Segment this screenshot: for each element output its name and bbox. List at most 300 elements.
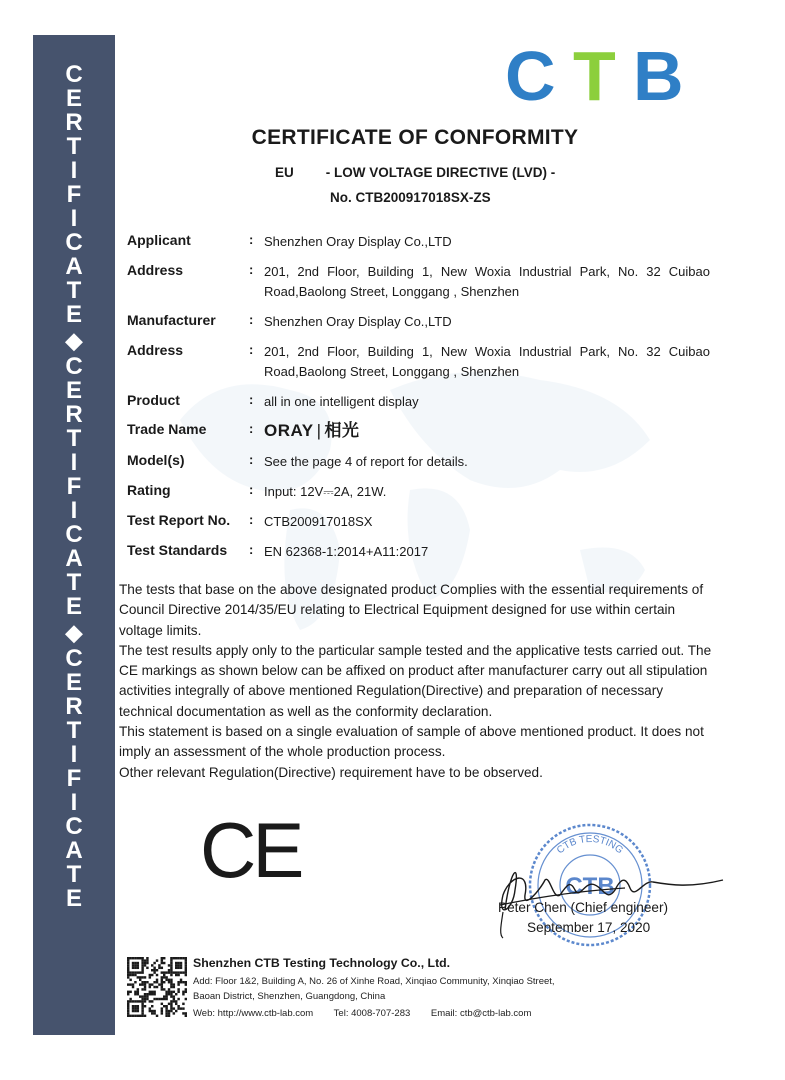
qr-module bbox=[185, 959, 187, 961]
qr-module bbox=[180, 957, 182, 959]
qr-module bbox=[170, 991, 172, 993]
qr-module bbox=[161, 979, 163, 981]
qr-module bbox=[156, 986, 158, 988]
qr-module bbox=[173, 991, 175, 993]
ctb-logo bbox=[505, 40, 695, 108]
qr-module bbox=[163, 988, 165, 990]
qr-module bbox=[134, 991, 136, 993]
qr-module bbox=[132, 962, 134, 964]
qr-module bbox=[139, 957, 141, 959]
qr-module bbox=[137, 967, 139, 969]
qr-module bbox=[134, 971, 136, 973]
side-band-letter: C bbox=[65, 645, 83, 672]
qr-module bbox=[127, 969, 129, 971]
qr-module bbox=[127, 1003, 129, 1005]
qr-module bbox=[165, 998, 167, 1000]
qr-module bbox=[151, 983, 153, 985]
field-colon: : bbox=[249, 392, 254, 407]
qr-module bbox=[180, 962, 182, 964]
qr-module bbox=[165, 1007, 167, 1009]
qr-module bbox=[170, 986, 172, 988]
qr-module bbox=[165, 993, 167, 995]
qr-module bbox=[146, 998, 148, 1000]
qr-module bbox=[153, 962, 155, 964]
qr-module bbox=[141, 976, 143, 978]
qr-module bbox=[127, 976, 129, 978]
qr-module bbox=[156, 1015, 158, 1017]
qr-module bbox=[177, 964, 179, 966]
diamond-separator-icon: ◆ bbox=[65, 620, 83, 645]
qr-module bbox=[149, 974, 151, 976]
side-band-letter: A bbox=[65, 253, 83, 280]
qr-module bbox=[151, 964, 153, 966]
qr-module bbox=[185, 983, 187, 985]
qr-module bbox=[161, 998, 163, 1000]
qr-module bbox=[177, 991, 179, 993]
qr-module bbox=[177, 988, 179, 990]
qr-module bbox=[158, 998, 160, 1000]
qr-module bbox=[134, 981, 136, 983]
field-value: Shenzhen Oray Display Co.,LTD bbox=[264, 234, 452, 249]
qr-module bbox=[129, 971, 131, 973]
logo-letter-t: T bbox=[573, 40, 616, 108]
qr-module bbox=[177, 971, 179, 973]
field-colon: : bbox=[249, 312, 254, 327]
signatory-name: Peter Chen (Chief engineer) bbox=[498, 900, 669, 915]
conformity-statement bbox=[119, 580, 717, 783]
field-label: Product bbox=[127, 392, 180, 408]
qr-module bbox=[161, 1012, 163, 1014]
qr-module bbox=[146, 959, 148, 961]
qr-module bbox=[185, 1015, 187, 1017]
qr-module bbox=[134, 974, 136, 976]
side-band-letter: R bbox=[65, 693, 83, 720]
qr-module bbox=[173, 986, 175, 988]
qr-module bbox=[149, 983, 151, 985]
qr-module bbox=[137, 976, 139, 978]
qr-module bbox=[170, 962, 172, 964]
qr-module bbox=[177, 1007, 179, 1009]
qr-module bbox=[161, 986, 163, 988]
statement-paragraph: The tests that base on the above designated product Complies with the essential requirements of Council Directive 2014/35/EU relating to Electrical Equipment designed for use within certain voltage limits. bbox=[119, 582, 704, 638]
side-band-letter: E bbox=[65, 669, 82, 696]
qr-module bbox=[127, 1005, 129, 1007]
qr-module bbox=[141, 971, 143, 973]
field-colon: : bbox=[249, 342, 254, 357]
qr-module bbox=[182, 1007, 184, 1009]
qr-module bbox=[127, 1000, 129, 1002]
side-band-letter: E bbox=[65, 85, 82, 112]
qr-module bbox=[161, 983, 163, 985]
qr-module bbox=[139, 1000, 141, 1002]
field-label: Address bbox=[127, 342, 184, 358]
qr-module bbox=[141, 1005, 143, 1007]
qr-module bbox=[144, 993, 146, 995]
field-value: See the page 4 of report for details. bbox=[264, 454, 468, 469]
field-label: Test Standards bbox=[127, 542, 228, 558]
qr-module bbox=[144, 995, 146, 997]
directive-name: - LOW VOLTAGE DIRECTIVE (LVD) - bbox=[325, 165, 556, 180]
qr-module bbox=[141, 1015, 143, 1017]
side-band-letter: E bbox=[65, 301, 82, 328]
qr-module bbox=[151, 1010, 153, 1012]
field-colon: : bbox=[249, 482, 254, 497]
qr-module bbox=[185, 1012, 187, 1014]
qr-module bbox=[139, 983, 141, 985]
qr-module bbox=[153, 1012, 155, 1014]
qr-module bbox=[182, 991, 184, 993]
side-band-letter: R bbox=[65, 109, 83, 136]
qr-module bbox=[170, 993, 172, 995]
qr-module bbox=[141, 981, 143, 983]
qr-module bbox=[127, 983, 129, 985]
qr-module bbox=[146, 962, 148, 964]
qr-module bbox=[139, 995, 141, 997]
qr-module bbox=[141, 967, 143, 969]
qr-module bbox=[153, 986, 155, 988]
qr-module bbox=[141, 988, 143, 990]
qr-module bbox=[161, 1007, 163, 1009]
qr-module bbox=[170, 1000, 172, 1002]
qr-module bbox=[149, 991, 151, 993]
qr-module bbox=[163, 962, 165, 964]
qr-module bbox=[173, 1007, 175, 1009]
qr-module bbox=[149, 1000, 151, 1002]
qr-module bbox=[127, 962, 129, 964]
qr-module bbox=[165, 1012, 167, 1014]
field-value: 201, 2nd Floor, Building 1, New Woxia Industrial Park, No. 32 Cuibao Road,Baolong Street, Longgang , Shenzhen bbox=[264, 264, 710, 299]
side-band-letter: I bbox=[70, 789, 78, 816]
qr-module bbox=[168, 969, 170, 971]
field-value: EN 62368-1:2014+A11:2017 bbox=[264, 544, 429, 559]
field-label: Test Report No. bbox=[127, 512, 231, 528]
qr-module bbox=[134, 1010, 136, 1012]
qr-module bbox=[185, 971, 187, 973]
qr-module bbox=[177, 1005, 179, 1007]
side-band-letter: A bbox=[65, 837, 83, 864]
qr-module bbox=[168, 991, 170, 993]
qr-module bbox=[149, 986, 151, 988]
qr-module bbox=[139, 971, 141, 973]
qr-module bbox=[185, 974, 187, 976]
certificate-number: No. CTB200917018SX-ZS bbox=[330, 190, 491, 205]
qr-module bbox=[163, 976, 165, 978]
qr-module bbox=[180, 964, 182, 966]
side-band-letter: T bbox=[66, 277, 82, 304]
qr-module bbox=[185, 969, 187, 971]
qr-module bbox=[170, 969, 172, 971]
footer-contact bbox=[193, 1008, 549, 1019]
side-band-letter: C bbox=[65, 229, 83, 256]
qr-module bbox=[129, 1015, 131, 1017]
qr-module bbox=[175, 993, 177, 995]
qr-module bbox=[161, 976, 163, 978]
qr-module bbox=[127, 971, 129, 973]
qr-module bbox=[165, 971, 167, 973]
qr-module bbox=[151, 974, 153, 976]
qr-module bbox=[161, 967, 163, 969]
qr-module bbox=[141, 1003, 143, 1005]
qr-module bbox=[175, 962, 177, 964]
qr-module bbox=[146, 967, 148, 969]
qr-module bbox=[182, 993, 184, 995]
qr-module bbox=[129, 991, 131, 993]
qr-module bbox=[129, 957, 131, 959]
field-label: Manufacturer bbox=[127, 312, 216, 328]
qr-module bbox=[134, 1005, 136, 1007]
qr-module bbox=[129, 979, 131, 981]
footer-web: Web: http://www.ctb-lab.com bbox=[193, 1008, 314, 1019]
qr-module bbox=[180, 979, 182, 981]
qr-module bbox=[132, 971, 134, 973]
qr-module bbox=[137, 1007, 139, 1009]
qr-module bbox=[168, 1010, 170, 1012]
qr-module bbox=[170, 959, 172, 961]
qr-module bbox=[173, 1012, 175, 1014]
side-band-letter: I bbox=[70, 157, 78, 184]
qr-module bbox=[127, 957, 129, 959]
qr-module bbox=[153, 1010, 155, 1012]
qr-module bbox=[165, 1015, 167, 1017]
qr-module bbox=[156, 969, 158, 971]
qr-module bbox=[182, 1012, 184, 1014]
qr-module bbox=[129, 983, 131, 985]
qr-module bbox=[185, 998, 187, 1000]
side-band-letter: C bbox=[65, 521, 83, 548]
stamp-arc-text: CTB TESTING bbox=[554, 833, 626, 857]
side-band-letter: T bbox=[66, 569, 82, 596]
qr-module bbox=[156, 981, 158, 983]
qr-module bbox=[182, 1003, 184, 1005]
qr-module bbox=[175, 971, 177, 973]
qr-module bbox=[137, 962, 139, 964]
side-band-letter: E bbox=[65, 377, 82, 404]
qr-module bbox=[132, 967, 134, 969]
qr-module bbox=[163, 998, 165, 1000]
qr-module bbox=[141, 1010, 143, 1012]
qr-module bbox=[134, 957, 136, 959]
qr-module bbox=[146, 995, 148, 997]
directive-line bbox=[275, 165, 555, 180]
qr-module bbox=[161, 988, 163, 990]
qr-module bbox=[134, 1000, 136, 1002]
qr-module bbox=[132, 1000, 134, 1002]
ce-mark: CE bbox=[200, 806, 301, 894]
qr-module bbox=[144, 959, 146, 961]
qr-module bbox=[153, 971, 155, 973]
qr-module bbox=[132, 983, 134, 985]
qr-module bbox=[132, 1007, 134, 1009]
footer-email: Email: ctb@ctb-lab.com bbox=[430, 1008, 532, 1019]
qr-module bbox=[177, 967, 179, 969]
field-colon: : bbox=[249, 512, 254, 527]
qr-module bbox=[177, 998, 179, 1000]
qr-module bbox=[137, 1005, 139, 1007]
qr-module bbox=[144, 986, 146, 988]
qr-module bbox=[161, 981, 163, 983]
qr-module bbox=[127, 967, 129, 969]
side-band-letter: C bbox=[65, 813, 83, 840]
qr-module bbox=[144, 964, 146, 966]
qr-module bbox=[134, 967, 136, 969]
qr-module bbox=[158, 964, 160, 966]
qr-module bbox=[182, 981, 184, 983]
qr-module bbox=[153, 998, 155, 1000]
qr-module bbox=[175, 1000, 177, 1002]
qr-module bbox=[177, 981, 179, 983]
qr-module bbox=[127, 959, 129, 961]
qr-module bbox=[163, 981, 165, 983]
footer-address-line-1: Add: Floor 1&2, Building A, No. 26 of Xinhe Road, Xinqiao Community, Xinqiao Street, bbox=[193, 976, 555, 987]
signature-date: September 17, 2020 bbox=[527, 920, 651, 935]
side-band-letter: I bbox=[70, 497, 78, 524]
trade-name-logo bbox=[264, 421, 710, 442]
qr-module bbox=[144, 981, 146, 983]
field-value: 201, 2nd Floor, Building 1, New Woxia Industrial Park, No. 32 Cuibao Road,Baolong Street, Longgang , Shenzhen bbox=[264, 344, 710, 379]
qr-module bbox=[161, 962, 163, 964]
side-band-letter: T bbox=[66, 861, 82, 888]
side-band-letter: T bbox=[66, 133, 82, 160]
qr-module bbox=[127, 1012, 129, 1014]
field-value: Input: 12V⎓2A, 21W. bbox=[264, 484, 387, 499]
qr-module bbox=[180, 967, 182, 969]
field-label: Model(s) bbox=[127, 452, 185, 468]
qr-module bbox=[185, 962, 187, 964]
field-colon: : bbox=[249, 542, 254, 557]
qr-module bbox=[137, 1015, 139, 1017]
qr-module bbox=[151, 969, 153, 971]
qr-module bbox=[137, 991, 139, 993]
qr-module bbox=[134, 993, 136, 995]
qr-module bbox=[168, 971, 170, 973]
qr-module bbox=[170, 971, 172, 973]
logo-letter-b: B bbox=[633, 40, 684, 108]
side-band-letter: I bbox=[70, 449, 78, 476]
qr-module bbox=[151, 1005, 153, 1007]
qr-module bbox=[170, 1005, 172, 1007]
qr-module bbox=[141, 957, 143, 959]
qr-module bbox=[137, 988, 139, 990]
footer-company-name: Shenzhen CTB Testing Technology Co., Ltd. bbox=[193, 956, 451, 970]
qr-module bbox=[144, 976, 146, 978]
qr-module bbox=[161, 957, 163, 959]
qr-module bbox=[153, 969, 155, 971]
qr-module bbox=[141, 959, 143, 961]
qr-module bbox=[173, 998, 175, 1000]
qr-module bbox=[168, 1015, 170, 1017]
qr-module bbox=[156, 998, 158, 1000]
field-label: Trade Name bbox=[127, 421, 207, 437]
qr-module bbox=[141, 995, 143, 997]
qr-module bbox=[175, 967, 177, 969]
qr-module bbox=[149, 1010, 151, 1012]
qr-module bbox=[141, 962, 143, 964]
qr-module bbox=[161, 1010, 163, 1012]
qr-module bbox=[132, 986, 134, 988]
qr-module bbox=[175, 1010, 177, 1012]
qr-module bbox=[151, 993, 153, 995]
qr-module bbox=[153, 991, 155, 993]
qr-module bbox=[144, 1000, 146, 1002]
qr-module bbox=[165, 979, 167, 981]
region-label: EU bbox=[275, 165, 294, 180]
qr-module bbox=[149, 1007, 151, 1009]
qr-module bbox=[139, 979, 141, 981]
qr-module bbox=[132, 1005, 134, 1007]
qr-module bbox=[146, 981, 148, 983]
qr-module bbox=[170, 995, 172, 997]
qr-module bbox=[182, 971, 184, 973]
qr-module bbox=[173, 957, 175, 959]
qr-module bbox=[165, 976, 167, 978]
qr-module bbox=[170, 964, 172, 966]
qr-module bbox=[170, 1007, 172, 1009]
field-value: all in one intelligent display bbox=[264, 394, 419, 409]
side-band-letter: E bbox=[65, 885, 82, 912]
qr-module bbox=[146, 993, 148, 995]
qr-module bbox=[127, 991, 129, 993]
oray-logo bbox=[264, 421, 359, 441]
qr-module bbox=[168, 964, 170, 966]
qr-module bbox=[137, 964, 139, 966]
qr-module bbox=[185, 964, 187, 966]
qr-module bbox=[132, 974, 134, 976]
qr-module bbox=[149, 976, 151, 978]
qr-module bbox=[127, 964, 129, 966]
qr-module bbox=[127, 1007, 129, 1009]
field-label: Address bbox=[127, 262, 184, 278]
side-band-letter: E bbox=[65, 593, 82, 620]
qr-module bbox=[129, 974, 131, 976]
side-band-letter: T bbox=[66, 425, 82, 452]
qr-module bbox=[139, 1015, 141, 1017]
oray-logo-latin: ORAY bbox=[264, 421, 314, 440]
qr-module bbox=[177, 983, 179, 985]
qr-module bbox=[129, 1000, 131, 1002]
logo-divider: | bbox=[316, 421, 322, 440]
qr-module bbox=[161, 959, 163, 961]
qr-module bbox=[156, 959, 158, 961]
qr-module bbox=[163, 995, 165, 997]
qr-module bbox=[149, 993, 151, 995]
qr-module bbox=[153, 967, 155, 969]
qr-module bbox=[163, 971, 165, 973]
qr-module bbox=[134, 962, 136, 964]
qr-module bbox=[182, 957, 184, 959]
statement-paragraph: Other relevant Regulation(Directive) requirement have to be observed. bbox=[119, 764, 543, 780]
qr-module bbox=[132, 964, 134, 966]
qr-module bbox=[175, 974, 177, 976]
certificate-title: CERTIFICATE OF CONFORMITY bbox=[251, 126, 579, 149]
qr-module bbox=[156, 979, 158, 981]
qr-module bbox=[137, 957, 139, 959]
qr-module bbox=[127, 974, 129, 976]
qr-module bbox=[144, 1005, 146, 1007]
qr-module bbox=[185, 991, 187, 993]
qr-module bbox=[141, 969, 143, 971]
field-value: Shenzhen Oray Display Co.,LTD bbox=[264, 314, 452, 329]
qr-module bbox=[153, 993, 155, 995]
qr-module bbox=[163, 1005, 165, 1007]
qr-module bbox=[170, 983, 172, 985]
qr-module bbox=[170, 979, 172, 981]
qr-module bbox=[161, 1003, 163, 1005]
qr-module bbox=[144, 998, 146, 1000]
qr-module bbox=[168, 988, 170, 990]
oray-logo-cjk: 相光 bbox=[324, 421, 360, 440]
qr-module bbox=[144, 962, 146, 964]
side-band-letter: T bbox=[66, 717, 82, 744]
